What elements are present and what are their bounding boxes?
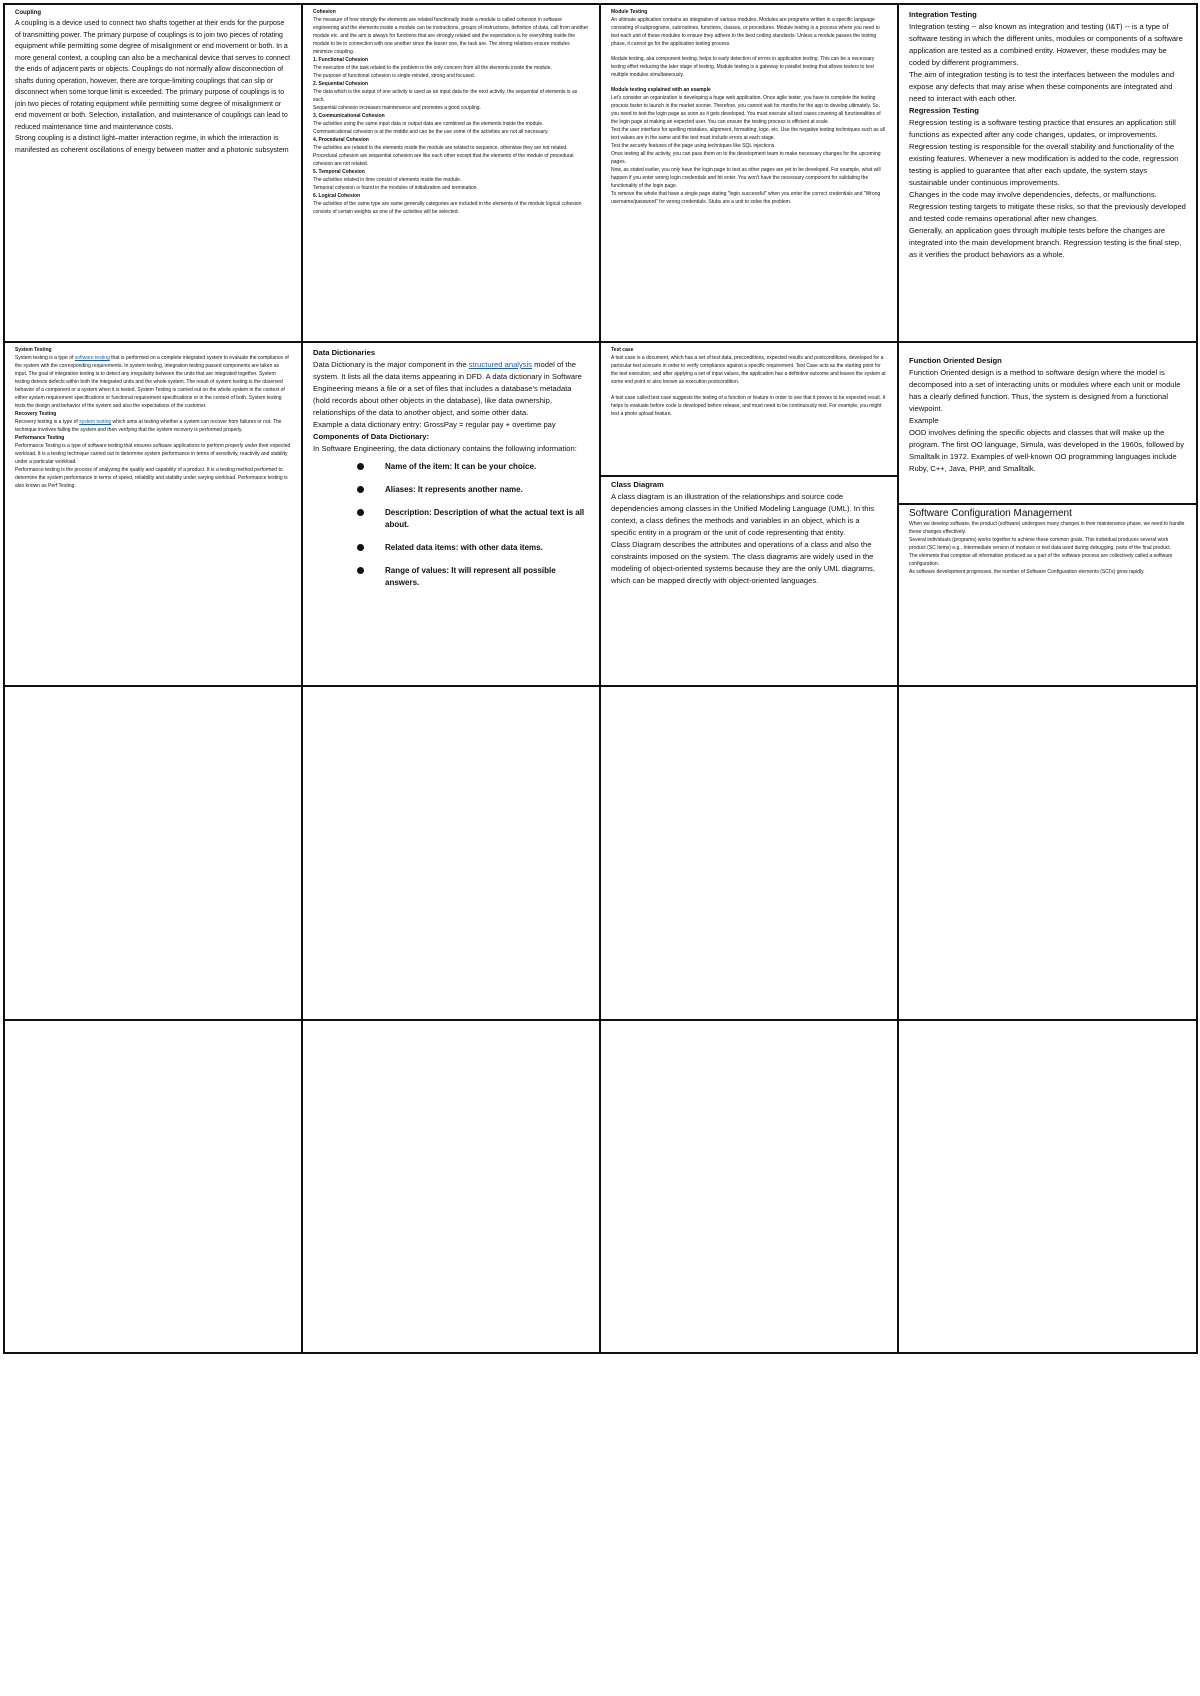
list-item (313, 461, 589, 473)
cell-test-case (601, 343, 897, 685)
empty-cell (601, 687, 897, 1019)
empty-cell (5, 1021, 301, 1352)
scm-title: Software Configuration Management (909, 508, 1072, 519)
cohesion-para: Sequential cohesion increases maintenance and promotes a good coupling. (313, 105, 481, 111)
cohesion-para: The activities are related to the elements inside the module are related to sequence, otherwise they are not related. (313, 145, 568, 151)
cohesion-para: Procedural cohesion are sequential cohesion are like each other except that the elements of the module of procedural cohesion are not related. (313, 153, 574, 167)
performance-testing-title: Performance Testing (15, 435, 65, 441)
module-testing-para: Once testing all the activity, you can pass them on to the development team to make necessary changes for the upcoming pages. (611, 151, 881, 165)
module-testing-para: Test the security features of the page using techniques like SQL injections. (611, 143, 776, 149)
empty-cell (899, 1021, 1196, 1352)
cohesion-para: 3. Communicational Cohesion (313, 113, 385, 119)
data-dictionary-text: model of the system. It lists all the data items appearing in DFD. A data dictionary in Software Engineering means a file or a set of files that includes a database's metadata (hold records about other objects in the database), like data ownership, relationships of the data to another object, and some other data. (313, 360, 582, 417)
bullet-icon (357, 567, 364, 574)
section-divider (601, 475, 897, 477)
fod-title: Function Oriented Design (909, 356, 1002, 365)
scm-para: As software development progresses, the number of Software Configuration elements (SCI's) grow rapidly. (909, 569, 1145, 575)
cohesion-para: The execution of the task related to the problem is the only concern from all the elements inside the module. (313, 65, 552, 71)
cohesion-para: Communicational cohesion is at the middle and can be the use some of the activities are not all necessary. (313, 129, 549, 135)
cell-data-dictionary (303, 343, 599, 685)
empty-cell (899, 687, 1196, 1019)
regression-testing-title: Regression Testing (909, 106, 979, 115)
list-item-text: Aliases: It represents another name. (385, 485, 523, 494)
cohesion-para: The activities of the same type are same generally categories are included in the elements of the module logical cohesion consists of certain weights as one of the activities will be selected. (313, 201, 582, 215)
coupling-title: Coupling (15, 10, 41, 16)
system-testing-text: that is performed on a complete integrated system to evaluate the compliance of the system with the corresponding requirements. In system testing, integration testing passed components are taken as input. The goal of integration testing is to detect any irregularity between the units that are integrated together. System testing detects defects within both the integrated units and the whole system. The result of system testing is the observed behavior of a component or a system when it is tested. System Testing is carried out on the whole system in the context of either system requirement specifications or functional requirement specifications or in the context of both. System testing tests the design and behavior of the system and also the expectations of the customer. (15, 355, 289, 409)
test-case-body2: A test case called test case suggests the testing of a function or feature in order to see that it proves to be expected result. It helps to evaluate before code is developed before release, and must need to be continuously test. For example, you might test a photo upload feature. (611, 395, 886, 417)
cohesion-para: Temporal cohesion is found in the modules of initialization and termination. (313, 185, 478, 191)
bullet-icon (357, 463, 364, 470)
cell-integration-testing (899, 5, 1196, 341)
data-dictionary-list (313, 461, 589, 589)
module-testing-title: Module Testing (611, 9, 648, 15)
regression-testing-body: Changes in the code may involve dependencies, defects, or malfunctions. Regression testing targets to mitigate these risks, so that the previously developed and tested code remains operational after new changes. (909, 190, 1186, 223)
empty-cell (303, 687, 599, 1019)
class-diagram-body: A class diagram is an illustration of the relationships and source code dependencies among classes in the Unified Modeling Language (UML). In this context, a class defines the methods and variables in an object, which is a specific entity in a program or the unit of code representing that entity. (611, 492, 874, 537)
cell-cohesion (303, 5, 599, 341)
bullet-icon (357, 544, 364, 551)
data-dictionary-example: Example a data dictionary entry: GrossPay = regular pay + overtime pay (313, 420, 556, 429)
data-dictionary-components-intro: In Software Engineering, the data dictionary contains the following information: (313, 444, 577, 453)
module-testing-para: Test the user interface for spelling mistakes, alignment, formatting, logo, etc. Use the negative testing techniques such as all text values are in the same and the test must include errors at each stage. (611, 127, 886, 141)
recovery-testing-text: which aims at testing whether a system can recover from failures or not. The technique involves failing the system and then verifying that the system recovery is performed properly. (15, 419, 282, 433)
system-testing-link[interactable]: system testing (79, 419, 112, 425)
scm-body (909, 520, 1186, 576)
module-testing-para: To remove the whole that have a single page stating "login successful" when you enter the correct credentials and "Wrong username/password" for wrong credentials. Stubs are a unit to solve the problem. (611, 191, 881, 205)
cell-coupling (5, 5, 301, 341)
recovery-testing-title: Recovery Testing (15, 411, 57, 417)
cell-module-testing (601, 5, 897, 341)
cell-function-oriented-design (899, 343, 1196, 685)
list-item-text: Name of the item: It can be your choice. (385, 462, 537, 471)
list-item (313, 507, 589, 531)
module-testing-para: Now, as stated earlier, you only have the login page to test as other pages are yet to be developed. For example, what will happen if you enter wrong login credentials and hit enter. You won't have the necessary component for validating the functionality of the login page. (611, 167, 881, 189)
class-diagram-section (611, 479, 887, 685)
bullet-icon (357, 509, 364, 516)
system-testing-body (15, 354, 291, 410)
integration-testing-title: Integration Testing (909, 10, 977, 19)
performance-testing-body: Performance testing is the process of analyzing the quality and capability of a product. It is a testing method performed to determine the system performance in terms of speed, reliability and stability under varying workload. Performance testing is also known as Perf Testing. (15, 467, 288, 489)
performance-testing-body: Performance Testing is a type of software testing that ensures software applications to perform properly under their expected workload. It is a testing technique carried out to determine system performance in terms of sensitivity, reactivity and stability under a particular workload. (15, 443, 291, 465)
data-dictionary-body (313, 359, 589, 419)
scm-para: The elements that comprise all information produced as a part of the software process are collectively called a software configuration. (909, 553, 1173, 567)
integration-testing-body: Integration testing -- also known as integration and testing (I&T) -- is a type of software testing in which the different units, modules or components of a software application are tested as a combined entity. However, these modules may be coded by different programmers. (909, 22, 1183, 67)
fod-section (909, 355, 1186, 505)
cell-system-testing (5, 343, 301, 685)
coupling-body: A coupling is a device used to connect two shafts together at their ends for the purpose of transmitting power. The primary purpose of couplings is to join two pieces of rotating equipment while permitting some degree of misalignment or end movement or both. In a more general context, a coupling can also be a mechanical device that serves to connect the ends of adjacent parts or objects. Couplings do not normally allow disconnection of shafts during operation, however, there are torque-limiting couplings that can slip or disconnect when some torque limit is exceeded. The primary purpose of couplings is to join two pieces of rotating equipment while permitting some degree of misalignment or end movement or both. Selection, installation, and maintenance of couplings can lead to reduced maintenance time and maintenance costs. (15, 20, 291, 131)
test-case-title: Test case (611, 347, 634, 353)
system-testing-text: System testing is a type of (15, 355, 75, 361)
scm-section (909, 507, 1186, 685)
list-item-text: Related data items: with other data items. (385, 543, 543, 552)
system-testing-title: System Testing (15, 347, 52, 353)
section-divider (899, 503, 1196, 505)
recovery-testing-text: Recovery testing is a type of (15, 419, 80, 425)
cohesion-para: 1. Functional Cohesion (313, 57, 369, 63)
empty-cell (303, 1021, 599, 1352)
cohesion-para: 5. Temporal Cohesion (313, 169, 365, 175)
regression-testing-body: Regression testing is responsible for the overall stability and functionality of the existing features. Whenever a new modification is added to the code, regression testing is applied to guarantee that after each update, the system stays sustainable under continuous improvements. (909, 142, 1179, 187)
test-case-body: A test case is a document, which has a set of test data, preconditions, expected results and postconditions, developed for a particular test scenario in order to verify compliance against a specific requirement. Test Case acts as the starting point for the test execution, and after applying a set of input values, the application has a definitive outcome and leaves the system at some end point or also known as execution postcondition. (611, 355, 886, 385)
cohesion-title: Cohesion (313, 9, 336, 15)
document-grid (3, 3, 1198, 1354)
fod-body: Function Oriented design is a method to software design where the model is decomposed into a set of interacting units or modules where each unit or module has a clearly defined function. Thus, the system is designed from a functional viewpoint. (909, 368, 1181, 413)
software-testing-link[interactable]: software testing (74, 355, 110, 361)
class-diagram-body2: Class Diagram describes the attributes and operations of a class and also the constraints imposed on the system. The class diagrams are widely used in the modeling of object-oriented systems because they are the only UML diagrams, which can be mapped directly with object-oriented languages. (611, 540, 875, 585)
coupling-strong: Strong coupling is a distinct light–matter interaction regime, in which the interaction is manifested as coherent oscillations of energy between matter and a photonic subsystem (15, 135, 289, 154)
cohesion-para: The activities using the same input data or output data are combined as the elements inside the module. (313, 121, 544, 127)
scm-para: Several individuals (programs) works together to achieve these common goals. This individual produces several work product (SC Items) e.g., Intermediate version of modules or test data used during debugging, parts of the final product. (909, 537, 1172, 551)
cohesion-para: 4. Procedural Cohesion (313, 137, 369, 143)
cohesion-para: The measure of how strongly the elements are related functionally inside a module is called cohesion in software engineering and the elements inside a module can be instructions, groups of instructions, definition of data, call from another module etc. and the aim is always for functions that are strongly related and the expectation is for everything inside the module to be in connection with one another since the lesser one, the task are. The strong relations ensure modules minimize coupling. (313, 17, 589, 55)
data-dictionary-title: Data Dictionaries (313, 348, 376, 357)
fod-example-title: Example (909, 416, 939, 425)
integration-testing-body2: The aim of integration testing is to test the interfaces between the modules and expose any defects that may arise when these components are integrated and need to interact with each other. (909, 70, 1175, 103)
fod-body2: OOD involves defining the specific objects and classes that will make up the program. The first OO language, Simula, was developed in the 1960s, followed by Smalltalk in 1972. Examples of well-known OO programming languages include Ruby, C++, Java, PHP, and Smalltalk. (909, 428, 1185, 473)
bullet-icon (357, 486, 364, 493)
cohesion-para: 2. Sequential Cohesion (313, 81, 369, 87)
regression-testing-body: Regression testing is a software testing practice that ensures an application still functions as expected after any code changes, updates, or improvements. (909, 118, 1176, 139)
list-item (313, 542, 589, 554)
scm-para: When we develop software, the product (software) undergoes many changes in their maintenance phase, we need to handle these changes effectively. (909, 521, 1185, 535)
list-item-text: Description: Description of what the actual text is all about. (385, 508, 585, 529)
empty-cell (601, 1021, 897, 1352)
structured-analysis-link[interactable]: structured analysis (468, 360, 533, 369)
data-dictionary-components-title: Components of Data Dictionary: (313, 432, 430, 441)
module-testing-para: Module testing, aka component testing, helps to early detection of errors in application testing. This can be a necessary testing effort reducing the later stage of testing. Module testing is a gateway to parallel testing that allows testers to test multiple modules simultaneously. (611, 56, 875, 78)
cohesion-para: The data which is the output of one activity is used as an input data for the next activity, the sequential of elements is as such. (313, 89, 578, 103)
module-testing-para: Let's consider an organization is developing a huge web application. Once agile tester, you have to complete the testing process faster to launch in the market sooner. Therefore, you cannot wait for months for the app to develop ultimately. So, you need to test the login page as soon as it gets developed. You must execute all test cases covering all functionalities of the login page at making an expected user. You can ensure the testing process is efficient at scale. (611, 95, 881, 125)
test-case-section (611, 346, 887, 474)
grid-line-right (1196, 3, 1198, 1354)
module-testing-para: An ultimate application contains an integration of various modules. Modules are programs written in a specific language consisting of subprograms, subroutines, functions, classes, or procedures. Module testing is a process where you need to test each unit of these modules to ensure they adhere to the best coding standards. Unless a module passes the testing phase, it cannot go for the application testing process. (611, 17, 880, 47)
class-diagram-title: Class Diagram (611, 480, 664, 489)
list-item-text: Range of values: It will represent all possible answers. (385, 566, 556, 587)
cohesion-para: 6. Logical Cohesion (313, 193, 361, 199)
cohesion-para: The activities related in time consist of elements inside the module. (313, 177, 462, 183)
data-dictionary-text: Data Dictionary is the major component in the (313, 360, 469, 369)
empty-cell (5, 687, 301, 1019)
module-testing-para: Module testing explained with an example (611, 87, 711, 93)
list-item (313, 484, 589, 496)
cohesion-para: The purpose of functional cohesion is single-minded, strong and focused. (313, 73, 476, 79)
list-item (313, 565, 589, 589)
recovery-testing-body (15, 418, 291, 434)
regression-testing-body: Generally, an application goes through multiple tests before the changes are integrated into the main development branch. Regression testing is the final step, as it verifies the product behaviors as a whole. (909, 226, 1182, 259)
